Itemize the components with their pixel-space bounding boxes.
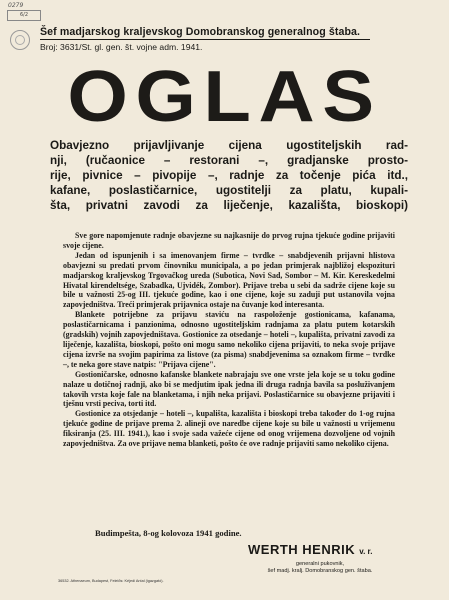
- paragraph: Blankete potrijebne za prijavu staviću na raspoloženje gostionicama, kafanama, poslastičarnicama i panzionima, odnosno ugostiteljskim radnjama za platu putem kotarskih (gradskih) vojnih zapovjedništava. Gostionice za otsedanje – hoteli –, kupališta, privatni zavodi za liječenje, kazališta, bioskopi, pošto oni mogu samo nekoliko cijena prijaviti, to neka svoje prijave cijena izvrše na svojim papirima za listove (za pisma) snabdjevenima sa oznakom firme – tvrdke –, te neka gore stave natpis: "Prijava cijene".: [63, 310, 395, 369]
- seal-icon: [10, 30, 30, 50]
- subheading-line: kafane, poslastičarnice, ugostitelji za platu, kupali-: [50, 183, 408, 197]
- issuing-authority: Šef madjarskog kraljevskog Domobranskog generalnog štaba.: [40, 26, 370, 40]
- archive-stamp: 6/2: [7, 10, 41, 21]
- signature-suffix: v. r.: [359, 547, 373, 556]
- handwritten-inventory-note: 0279: [8, 2, 24, 9]
- signature-rank-line: generalni pukovnik,: [295, 561, 345, 567]
- poster-title: OGLAS: [67, 57, 382, 137]
- place-and-date: Budimpešta, 8-og kolovoza 1941 godine.: [95, 528, 242, 538]
- paragraph: Jedan od ispunjenih i sa imenovanjem firme – tvrdke – snabdjevenih prijavni hlistova obavjezni su predati prvom činovniku municipala, a po jedan primjerak najbližoj ekspozituri madjarskog kraljevskog Trgovačkog ureda (Subotica, Novi Sad, Sombor – M. Kir. Kereskedelmi Hivatal kirendeltsége, Szabadka, Ujvidék, Zombor). Prijave treba u sebi da sadrže cijene koje su bile u važnosti 25-og III. tjekuće godine, kao i one cijene, koje su zaduji put ustanovila vojna zapovjedništva. Treći primjerak prijavnica ostaje na čuvanje kod interesanta.: [63, 250, 395, 310]
- paragraph: Gostioničarske, odnosno kafanske blankete nabrajaju sve one vrste jela koje se u toku godine nalaze u dotičnoj radnji, ako bi se medjutim ipak jedna ili druga radnja bavila sa posluživanjem takovih vrsta koje fale na blanketama, i njih neka prijavi. Poslastičarnice su obavjezne prijaviti i tješnu vrsti peciva, torti itd.: [63, 369, 395, 409]
- reference-number: Broj: 3631/St. gl. gen. št. vojne adm. 1941.: [40, 42, 203, 52]
- subheading: [50, 139, 408, 214]
- paragraph: Gostionice za otsjedanje – hoteli –, kupališta, kazališta i bioskopi treba također do 1-og rujna tjekuće godine de prijave prema 2. alineji ove naredbe cijene koje su bile u važnosti u vrijemenu fiksiranja (25. III. 1941.), kao i svoje sada važeće cijene od onog vrijemena dozvoljene od vojnih zapovjedništva. Za ove prijave nema blanketi, pošto će ove radnje prijaviti samo nekoliko cijena.: [63, 409, 395, 449]
- signature-name: [248, 542, 372, 557]
- subheading-line: Obavjezno prijavljivanje cijena ugostiteljskih rad-: [50, 139, 408, 152]
- subheading-line: rije, pivnice – pivopije –, radnje za točenje pića itd.,: [50, 168, 408, 182]
- signature-rank-line: šef madj. kralj. Domobranskog gen. štaba.: [267, 568, 373, 574]
- subheading-line: nji, (ručaonice – restorani –, gradjanske prosto-: [50, 153, 408, 167]
- signature-rank: [240, 561, 400, 575]
- notice-body: [63, 231, 395, 449]
- printer-imprint: 36532. Athenaeum, Budapest, Felelős: Kéjedi Antal (igazgató).: [58, 579, 164, 583]
- subheading-line: šta, privatni zavodi za liječenje, kazališta, bioskopi): [50, 198, 408, 212]
- paragraph: Sve gore napomjenute radnje obavjezne su najkasnije do prvog rujna tjekuće godine prijaviti svoje cijene.: [63, 231, 395, 250]
- signature-name-text: WERTH HENRIK: [248, 542, 356, 557]
